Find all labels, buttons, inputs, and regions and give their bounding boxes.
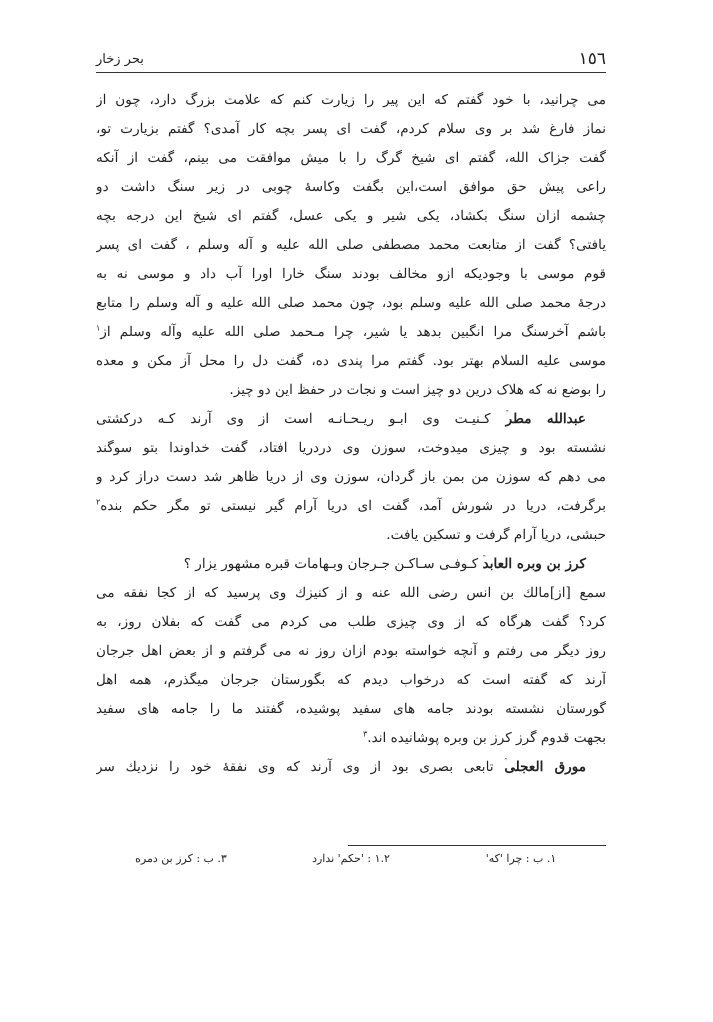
page-number: ١٥٦ [578, 49, 606, 69]
text-line: نشسته بود و چیزی میدوخت، سوزن وی دردریا افتاد، گفت خداوندا بتو سوگند [96, 440, 606, 456]
text-line: قوم موسی با وجودیکه ازو مخالف بودند سنگ خارا اورا آب داد و موسی نه به [96, 266, 606, 282]
text-line [96, 492, 606, 521]
text-line: نماز فارغ شد بر وی سلام کردم، گفت ای پسر بچه کار آمدی؟ گفتم بزیارت تو، [96, 121, 606, 137]
footnotes [96, 852, 606, 865]
text-span: برگرفت، دریا در شورش آمد، گفت ای دریا آرام گیر نیستی تو مگر حکم بنده [100, 498, 606, 514]
text-span: تابعی بصری بود از وی آرند که وی نفقهٔ خود را نزدیك سر [96, 759, 494, 775]
footnote-divider [348, 845, 606, 846]
entry-heading-kurz: کرز بن وبره العابد [482, 556, 586, 572]
text-span: بجهت قدوم گرز کرز بن وبره پوشانیده اند. [367, 730, 606, 746]
footnote-ref: ٢ [96, 497, 101, 507]
text-span: کـنیـت وی ابـو ریـحـانـه است از وی آرند کـه درکشتی [96, 411, 491, 427]
text-line: گورستان نشسته بودند جامه های سفید پوشیده، گفتند ما را جامه های سفید [96, 701, 606, 717]
text-line: گفت جزاک الله، گفتم ای شیخ گرگ را با میش موافقت می بینم، گفت از آنکه [96, 150, 606, 166]
text-line: روز دیگر می رفتم و آنچه خواسته بودم ازان روز نه می گرفتم و از بعض اهل جرجان [96, 643, 606, 659]
text-line: حبشی، دریا آرام گرفت و تسکین یافت. [386, 527, 606, 543]
text-line: راعی پیش حق موافق است،این بگفت وکاسهٔ چوبی در زیر سنگ داشت دو [96, 179, 606, 195]
text-span: کـوفـی سـاکـن جـرجان وبـهامات قبره مشهور یزار ؟ [183, 556, 479, 572]
entry-heading-abdullah: عبدالله مطر [505, 411, 586, 427]
footnote-3: ٣. ب : کرز بن دمره [135, 852, 227, 865]
footnote-1: ١. ب : چرا 'که' [485, 852, 557, 865]
text-line [96, 724, 606, 753]
entry-line [96, 550, 606, 579]
text-line: درجهٔ محمد صلی الله علیه وسلم بود، چون محمد صلی الله علیه و آله وسلم را متابع [96, 295, 606, 311]
footnote-2: ١.٢ : 'حکم' ندارد [312, 852, 390, 865]
text-line [96, 318, 606, 347]
text-line: چشمه ازان سنگ بکشاد، یکی شیر و یکی عسل، گفتم ای شیخ این درجه بچه [96, 208, 606, 224]
footnote-ref: ٣ [362, 729, 368, 739]
text-line: کرد؟ گفت هرگاه که از وی چیزی طلب می کردم می گفت که بفلان روز، به [96, 614, 606, 630]
text-line: سمع [از]مالك بن انس رضی الله عنه و از کنیزك وی پرسید که از کجا نفقه می [96, 585, 606, 601]
entry-heading-muwarriq: مورق العجلی [504, 759, 587, 775]
text-line: را بوضع نه که هلاک درین دو چیز است و نجات در حفظ این دو چیز. [229, 382, 606, 398]
text-line: یافتی؟ گفت از متابعت محمد مصطفی صلی الله علیه و آله وسلم ، گفت ای پسر [96, 237, 606, 253]
text-line: موسی علیه السلام بهتر بود. گفتم مرا پندی ده، گفت دل را محل آز مکن و معده [96, 353, 606, 369]
text-span: باشم آخرسنگ مرا انگبین بدهد یا شیر، چرا مـحمد صلی الله علیه وآله وسلم از [100, 324, 606, 340]
entry-line [96, 753, 606, 782]
page-header [96, 46, 606, 73]
text-line: می دهم که سوزن من بمن باز گردان، سوزن وی از دریا ظاهر شد دست دراز کرد و [96, 469, 606, 485]
running-title: بحر زخار [96, 51, 144, 67]
entry-line [96, 405, 606, 434]
body-text [96, 86, 606, 782]
text-line: می چرانید، با خود گفتم که این پیر را زیارت کنم که علامت بزرگ دارد، چون از [96, 92, 606, 108]
text-line: آرند که گفته است که درخواب دیدم که بگورستان جرجان میگذرم، همه اهل [96, 672, 606, 688]
footnote-ref: ١ [96, 323, 101, 333]
